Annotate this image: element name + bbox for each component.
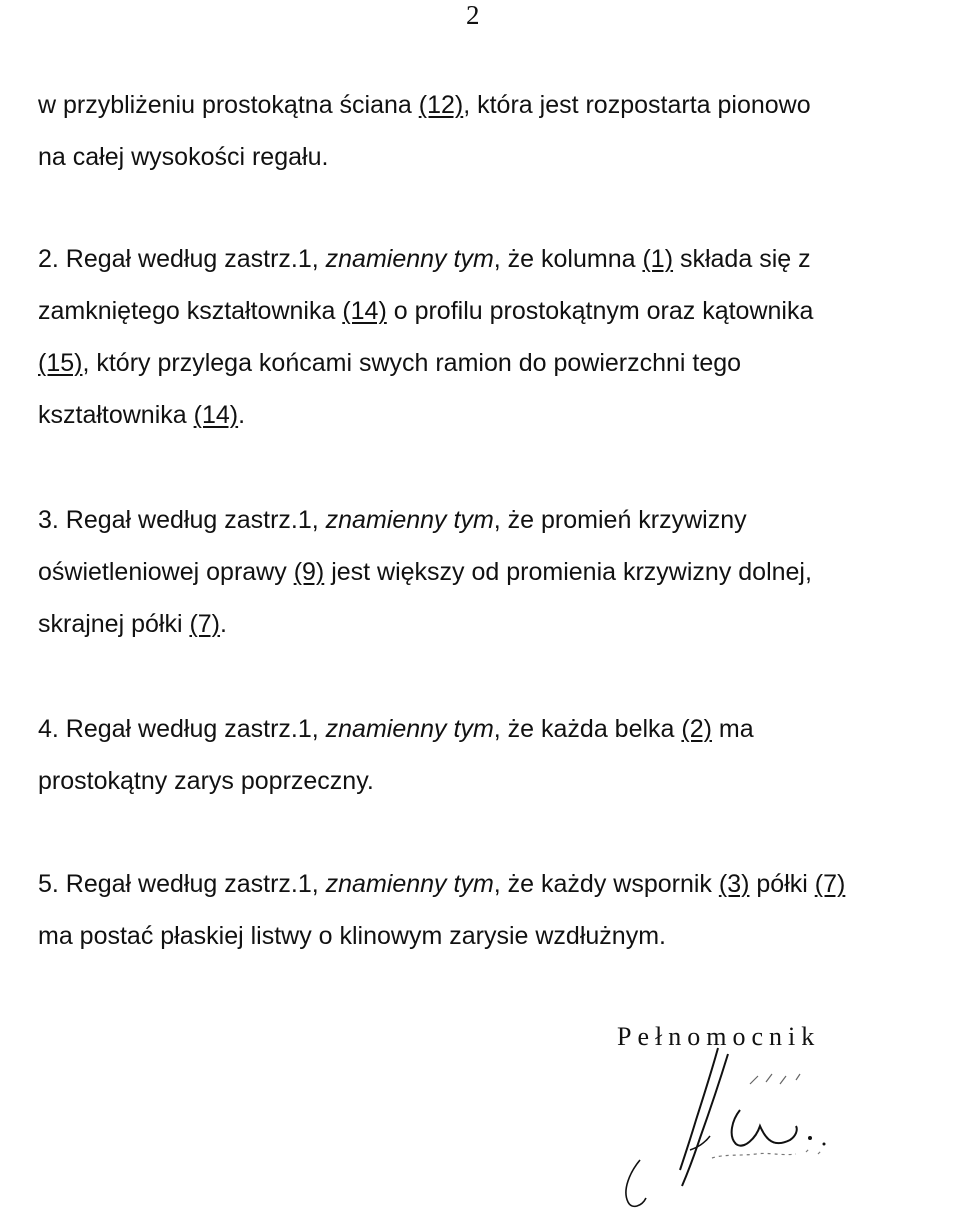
- reference-numeral: (2): [681, 715, 712, 743]
- claim-1-continuation: [38, 79, 956, 183]
- claim-2-line-4: kształtownika (14).: [38, 401, 246, 429]
- reference-numeral: (14): [193, 401, 239, 429]
- reference-numeral: (1): [642, 245, 674, 273]
- reference-numeral: (14): [342, 297, 387, 325]
- claim-4-line-1: 4. Regał według zastrz.1, znamienny tym, że każda belka (2) ma: [38, 715, 754, 743]
- claim-5-line-1: 5. Regał według zastrz.1, znamienny tym, że każdy wspornik (3) półki (7): [38, 870, 846, 898]
- page-number: 2: [466, 0, 480, 30]
- claim-keyword: znamienny tym: [325, 245, 494, 273]
- claim-4-line-2: prostokątny zarys poprzeczny.: [38, 767, 374, 795]
- claim-2-line-2: zamkniętego kształtownika (14) o profilu prostokątnym oraz kątownika: [38, 297, 814, 325]
- reference-numeral: (12): [418, 91, 464, 119]
- claim-3: [38, 494, 956, 650]
- claim-4: [38, 703, 956, 807]
- signature-label: Pełnomocnik: [617, 1022, 821, 1051]
- claim-keyword: znamienny tym: [325, 715, 494, 743]
- claim-3-line-1: 3. Regał według zastrz.1, znamienny tym, że promień krzywizny: [38, 506, 747, 534]
- text: w przybliżeniu prostokątna ściana (12), która jest rozpostarta pionowo: [38, 91, 811, 119]
- claim-keyword: znamienny tym: [325, 506, 494, 534]
- claim-2-line-3: (15), który przylega końcami swych ramion do powierzchni tego: [38, 349, 742, 377]
- reference-numeral: (9): [293, 558, 325, 586]
- reference-numeral: (15): [38, 349, 83, 377]
- reference-numeral: (7): [189, 610, 221, 638]
- reference-numeral: (3): [718, 870, 750, 898]
- claim-3-line-2: oświetleniowej oprawy (9) jest większy od promienia krzywizny dolnej,: [38, 558, 812, 586]
- reference-numeral: (7): [814, 870, 846, 898]
- claim-1-line-1: [38, 79, 956, 131]
- claim-5-line-2: ma postać płaskiej listwy o klinowym zarysie wzdłużnym.: [38, 922, 666, 950]
- handwritten-signature: [600, 1040, 860, 1214]
- claim-3-line-3: skrajnej półki (7).: [38, 610, 227, 638]
- claim-1-line-2: na całej wysokości regału.: [38, 143, 329, 171]
- claim-2-line-1: 2. Regał według zastrz.1, znamienny tym, że kolumna (1) składa się z: [38, 245, 811, 273]
- claim-5: [38, 858, 956, 962]
- claim-keyword: znamienny tym: [325, 870, 494, 898]
- claim-2: [38, 233, 956, 441]
